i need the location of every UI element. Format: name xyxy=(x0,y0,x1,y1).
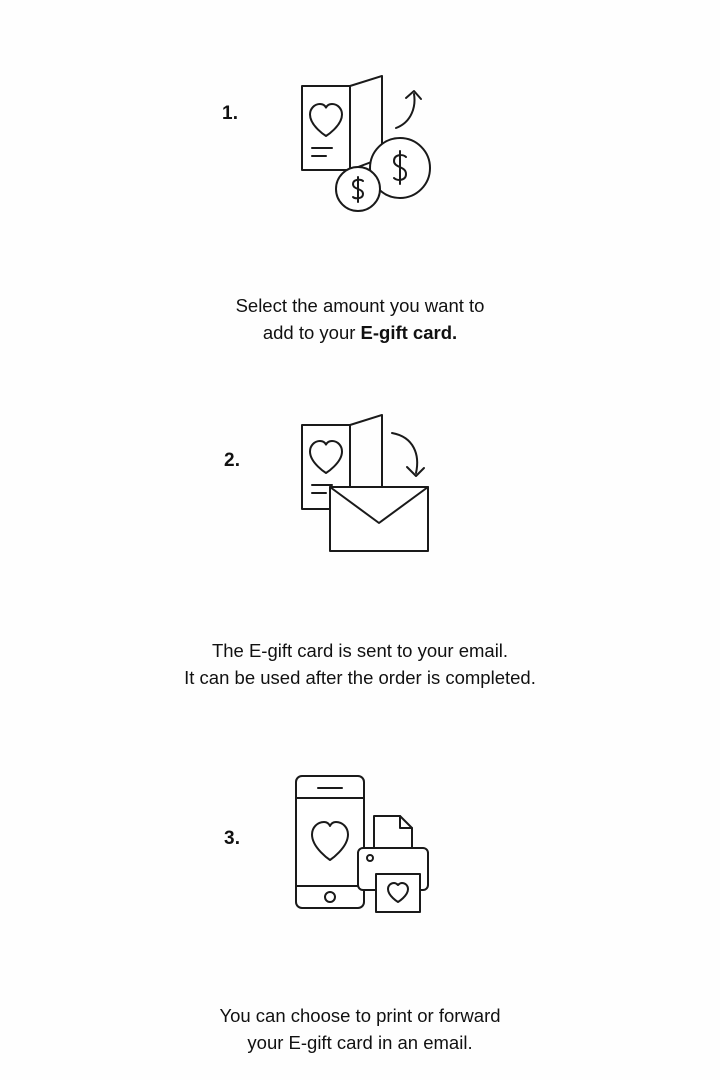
phone-with-printer-icon xyxy=(272,768,452,938)
step-3-number: 3. xyxy=(224,828,241,849)
step-2-caption-line-1: The E-gift card is sent to your email. xyxy=(211,640,509,661)
step-2-number: 2. xyxy=(224,450,241,471)
step-3-caption-line-1: You can choose to print or forward xyxy=(219,1005,501,1026)
step-2-illustration-row xyxy=(0,385,720,575)
step-1-caption-line-2-prefix: add to your xyxy=(262,322,361,343)
step-2-caption xyxy=(0,637,720,691)
gift-card-with-envelope-icon xyxy=(272,397,452,567)
step-3-caption-line-2: your E-gift card in an email. xyxy=(247,1032,473,1053)
step-1-caption-line-1: Select the amount you want to xyxy=(235,295,485,316)
step-1 xyxy=(0,40,720,346)
step-1-number: 1. xyxy=(222,103,239,124)
step-3-illustration-row xyxy=(0,750,720,940)
step-1-caption xyxy=(0,292,720,346)
step-1-caption-emphasis: E-gift card. xyxy=(360,322,458,343)
step-1-caption-line-2 xyxy=(40,319,680,346)
step-3-caption xyxy=(0,1002,720,1056)
step-3 xyxy=(0,750,720,1056)
step-2 xyxy=(0,385,720,691)
gift-card-with-coins-icon xyxy=(272,58,452,228)
step-1-illustration-row xyxy=(0,40,720,230)
step-2-caption-line-2: It can be used after the order is completed. xyxy=(184,667,536,688)
